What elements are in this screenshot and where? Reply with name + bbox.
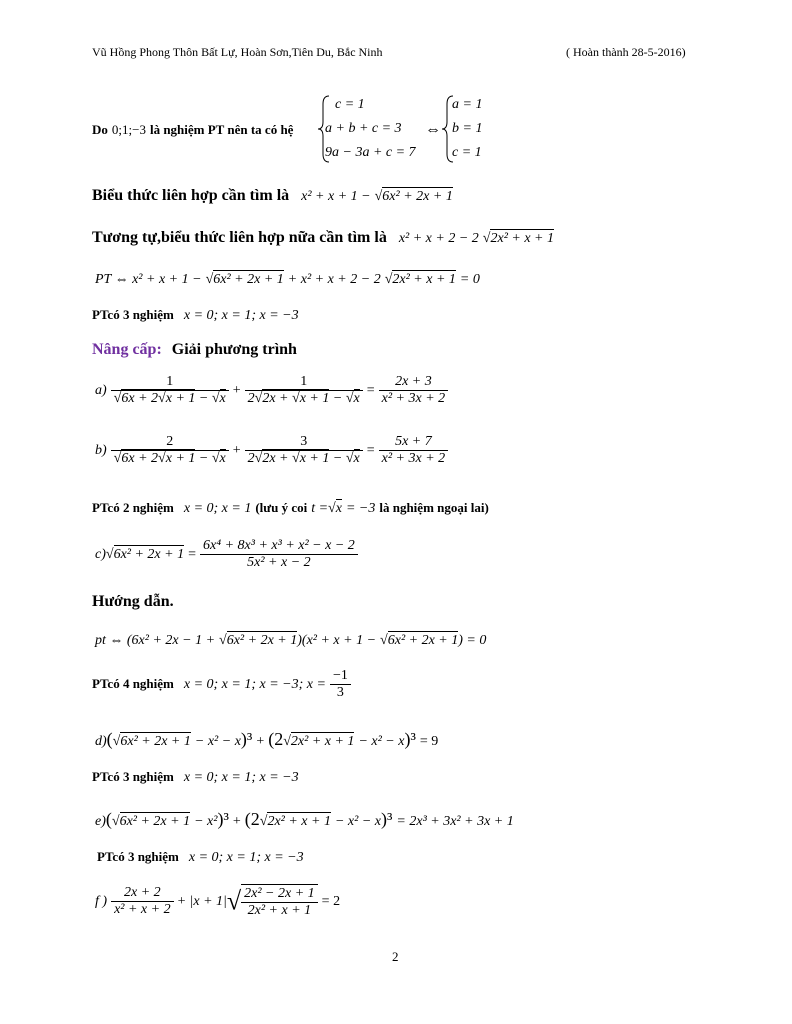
equation-b-num-3: 5x + 7 — [379, 434, 449, 451]
equivalence-arrow: ⇔ — [425, 121, 441, 138]
conjugate-radical-2: 2x² + x + 1 — [490, 231, 555, 246]
header-right: ( Hoàn thành 28-5-2016) — [566, 45, 686, 59]
system-eq3: 9a − 3a + c = 7 — [325, 145, 416, 160]
system-res3: c = 1 — [452, 145, 482, 160]
equation-e-tail: = 2x³ + 3x² + 3x + 1 — [396, 814, 514, 829]
equation-b-frac-3 — [379, 434, 449, 467]
equation-e: e)(√6x² + 2x + 1 − x²)³ + (2√2x² + x + 1 − x² − x)³ = 2x³ + 3x² + 3x + 1 — [95, 809, 514, 829]
result-frac-den: 3 — [336, 685, 344, 700]
result-expr-1: x = 0; x = 1; x = −3 — [183, 308, 299, 323]
pt-radical-2: 2x² + x + 1 — [392, 272, 456, 287]
pt-lead: PT ⇔ x² + x + 1 − — [95, 272, 202, 287]
equation-b-label: b) — [95, 443, 107, 459]
result-line-4 — [92, 768, 299, 786]
equation-d-mid-1: − x² − x — [194, 734, 241, 749]
pt-tail: = 0 — [459, 272, 480, 287]
equation-a-den-2-tail: − — [332, 391, 343, 406]
equation-b-num-1: 2 — [111, 434, 229, 451]
equation-b-frac-2: $\frac{3}{2√2x + √x + 1 - √x}$ — [245, 434, 363, 467]
equation-b-den-2-tail: − — [332, 451, 343, 466]
pt-guide-radical-2: 6x² + 2x + 1 — [387, 633, 459, 648]
equation-f-label: f ) — [95, 894, 108, 910]
conjugate-text-1: Biểu thức liên hợp cần tìm là — [92, 187, 290, 204]
equation-e-close-1: )³ — [217, 809, 229, 829]
equation-d-close-2: )³ — [404, 729, 416, 749]
equation-c-eq: = — [188, 547, 197, 563]
pt-mid: + x² + x + 2 − 2 — [287, 272, 381, 287]
equation-a-num-3: 2x + 3 — [379, 374, 449, 391]
equation-f-den-1: x² + x + 2 — [114, 902, 171, 917]
conjugate-line-2: Tương tự,biểu thức liên hợp nữa cần tìm là x² + x + 2 − 2 √2x² + x + 1 — [92, 229, 555, 246]
equation-f-rad-num: 2x² − 2x + 1 — [241, 886, 318, 903]
equation-b-den-1-outer: 6x + 2 — [121, 451, 159, 466]
equation-d-radical-1: 6x² + 2x + 1 — [120, 734, 191, 749]
pt-guide-lead: pt ⇔ (6x² + 2x − 1 + — [95, 633, 216, 648]
result-note-a: (lưu ý coi — [255, 500, 308, 515]
upgrade-text: Giải phương trình — [171, 341, 297, 358]
result-label-1: PTcó 3 nghiệm — [92, 307, 174, 322]
upgrade-heading — [92, 341, 297, 359]
equation-d-mid-2: − x² − x — [358, 734, 405, 749]
equation-b-frac-1: $\frac{2}{√6x + 2√x + 1 - √x}$ — [111, 434, 229, 467]
pt-guide-radical-1: 6x² + 2x + 1 — [226, 633, 298, 648]
result-expr-2: x = 0; x = 1 — [183, 501, 252, 516]
equation-e-open-2: (2 — [244, 809, 260, 829]
equation-b-eq: = — [366, 443, 375, 459]
system-lead: Do — [92, 122, 108, 137]
equation-d-label: d) — [95, 734, 107, 749]
system-text: là nghiệm PT nên ta có hệ — [149, 122, 294, 137]
equation-e-open-1: ( — [105, 809, 112, 829]
pt-guide-mid: )(x² + x + 1 − — [297, 633, 377, 648]
result-line-5 — [97, 848, 304, 866]
equation-f-rad-den: 2x² + x + 1 — [247, 903, 312, 918]
conjugate-text-2: Tương tự,biểu thức liên hợp nữa cần tìm là — [92, 229, 387, 246]
result-label-4: PTcó 3 nghiệm — [92, 769, 174, 784]
equation-e-radical-1: 6x² + 2x + 1 — [119, 814, 191, 829]
result-line-1 — [92, 306, 299, 324]
equation-e-radical-2: 2x² + x + 1 — [267, 814, 331, 829]
equation-a-num-1: 1 — [111, 374, 229, 391]
equation-b-den-2-lead: 2 — [247, 451, 255, 466]
conjugate-expr-2: x² + x + 2 − 2 — [398, 231, 479, 246]
conjugate-radical-1: 6x² + 2x + 1 — [382, 189, 453, 204]
equation-f-num-1: 2x + 2 — [111, 885, 174, 902]
result-line-2: PTcó 2 nghiệm x = 0; x = 1 (lưu ý coi t =√x = −3 là nghiệm ngoại lai) — [92, 500, 489, 516]
equation-a-label: a) — [95, 383, 107, 399]
equation-a-den-1-tail: − — [198, 391, 209, 406]
result-expr-5: x = 0; x = 1; x = −3 — [188, 850, 304, 865]
result-note-sq: x — [335, 501, 342, 516]
equation-a-den-1-outer: 6x + 2 — [121, 391, 159, 406]
equation-c-num: 6x⁴ + 8x³ + x³ + x² − x − 2 — [200, 538, 358, 555]
equation-b-den-2-sq: x — [353, 451, 360, 466]
equation-d-open-2: (2 — [268, 729, 284, 749]
equation-b-den-3: x² + 3x + 2 — [381, 451, 446, 466]
equation-b-den-2-rest: + 1 — [309, 451, 330, 466]
equation-c-label: c) — [95, 547, 106, 563]
equation-f-frac-1 — [111, 885, 174, 918]
equation-b-plus: + — [232, 443, 241, 459]
equation-a-frac-1: $\frac{1}{√6x + 2√x + 1 - √x}$ — [111, 374, 229, 407]
pt-equation: PT ⇔ x² + x + 1 − √6x² + 2x + 1 + x² + x + 2 − 2 √2x² + x + 1 = 0 — [95, 272, 480, 287]
system-eq2: a + b + c = 3 — [325, 121, 402, 136]
equation-a-den-1-inner: x — [165, 391, 172, 406]
equation-a-eq: = — [366, 383, 375, 399]
equation-a-plus: + — [232, 383, 241, 399]
equation-b-den-1-rest: + 1 — [175, 451, 196, 466]
equation-a-den-1-rest: + 1 — [175, 391, 196, 406]
conjugate-expr-1: x² + x + 1 − — [301, 189, 371, 204]
equation-a — [95, 374, 448, 407]
result-expr-4: x = 0; x = 1; x = −3 — [183, 770, 299, 785]
equation-b-den-1-sq: x — [219, 451, 226, 466]
guide-heading: Hướng dẫn. — [92, 593, 174, 610]
result-label-5: PTcó 3 nghiệm — [97, 849, 179, 864]
pt-radical-1: 6x² + 2x + 1 — [213, 272, 284, 287]
equation-d-tail: = 9 — [419, 734, 439, 749]
equation-e-plus: + — [232, 814, 241, 829]
page-number: 2 — [392, 949, 399, 964]
pt-guide-equation: pt ⇔ (6x² + 2x − 1 + √6x² + 2x + 1)(x² + x + 1 − √6x² + 2x + 1) = 0 — [95, 633, 487, 648]
equation-e-mid-2: − x² − x — [334, 814, 382, 829]
equation-a-den-2-outer: 2x + — [262, 391, 289, 406]
equation-a-den-1-sq: x — [219, 391, 226, 406]
equation-b — [95, 434, 448, 467]
equation-c-radical: 6x² + 2x + 1 — [113, 547, 185, 563]
result-label-2: PTcó 2 nghiệm — [92, 500, 174, 515]
pt-guide-tail: ) = 0 — [458, 633, 487, 648]
header-left: Vũ Hồng Phong Thôn Bất Lự, Hoàn Sơn,Tiên Du, Bắc Ninh — [92, 45, 383, 59]
equation-d-plus: + — [256, 734, 265, 749]
equation-f: f ) $\frac{2x + 2}{\text{x² + x + 2}}$ + |x + 1|√ $\frac{\text{2x² − 2x + 1}}{\text{2x² + x + 1}}$ = 2 — [95, 885, 341, 918]
equation-d-close-1: )³ — [240, 729, 253, 749]
upgrade-label: Nâng cấp: — [92, 341, 162, 358]
equation-a-den-2-inner: x — [299, 391, 306, 406]
equation-e-mid-1: − x² — [194, 814, 218, 829]
system-intro — [92, 121, 293, 139]
equation-a-frac-2: $\frac{1}{2√2x + √x + 1 - √x}$ — [245, 374, 363, 407]
result-note-c: là nghiệm ngoại lai) — [379, 500, 489, 515]
equation-b-den-2-outer: 2x + — [262, 451, 289, 466]
result-line-3 — [92, 668, 351, 701]
result-frac-3 — [330, 668, 351, 701]
equation-e-label: e) — [95, 814, 106, 829]
result-note-b: = −3 — [345, 501, 376, 516]
equation-a-den-2-rest: + 1 — [309, 391, 330, 406]
equation-d-open-1: ( — [106, 729, 113, 749]
equation-c: c)√6x² + 2x + 1 = $\frac{\text{6x⁴ + 8x³ + x³ + x² − x − 2}}{\text{5x² + x − 2}}$ — [95, 538, 358, 571]
equation-b-den-1-inner: x — [165, 451, 172, 466]
equation-a-den-2-lead: 2 — [247, 391, 255, 406]
conjugate-line-1: Biểu thức liên hợp cần tìm là x² + x + 1 − √6x² + 2x + 1 — [92, 187, 453, 204]
system-res2: b = 1 — [452, 121, 483, 136]
equation-f-plus: + — [177, 894, 186, 910]
equation-d-radical-2: 2x² + x + 1 — [290, 734, 355, 749]
equation-f-abs: |x + 1| — [189, 894, 227, 910]
equation-e-close-2: )³ — [381, 809, 393, 829]
equation-a-frac-3 — [379, 374, 449, 407]
equation-c-frac — [200, 538, 358, 571]
result-expr-3: x = 0; x = 1; x = −3; x = — [183, 677, 326, 693]
result-note-t: t = — [311, 501, 329, 516]
equation-b-den-1-tail: − — [198, 451, 209, 466]
equation-b-den-2-inner: x — [299, 451, 306, 466]
equation-d: d)(√6x² + 2x + 1 − x² − x)³ + (2√2x² + x + 1 − x² − x)³ = 9 — [95, 729, 439, 749]
system-roots: 0;1;−3 — [111, 122, 146, 137]
result-label-3: PTcó 4 nghiệm — [92, 676, 174, 692]
equation-f-radical-frac — [241, 884, 318, 919]
equation-a-num-2: 1 — [245, 374, 363, 391]
equation-c-den: 5x² + x − 2 — [247, 555, 311, 570]
equation-b-num-2: 3 — [245, 434, 363, 451]
equation-a-den-2-sq: x — [353, 391, 360, 406]
system-eq1: c = 1 — [335, 97, 365, 112]
system-res1: a = 1 — [452, 97, 483, 112]
result-frac-num: −1 — [330, 668, 351, 685]
equation-f-tail: = 2 — [321, 894, 341, 910]
equation-a-den-3: x² + 3x + 2 — [381, 391, 446, 406]
